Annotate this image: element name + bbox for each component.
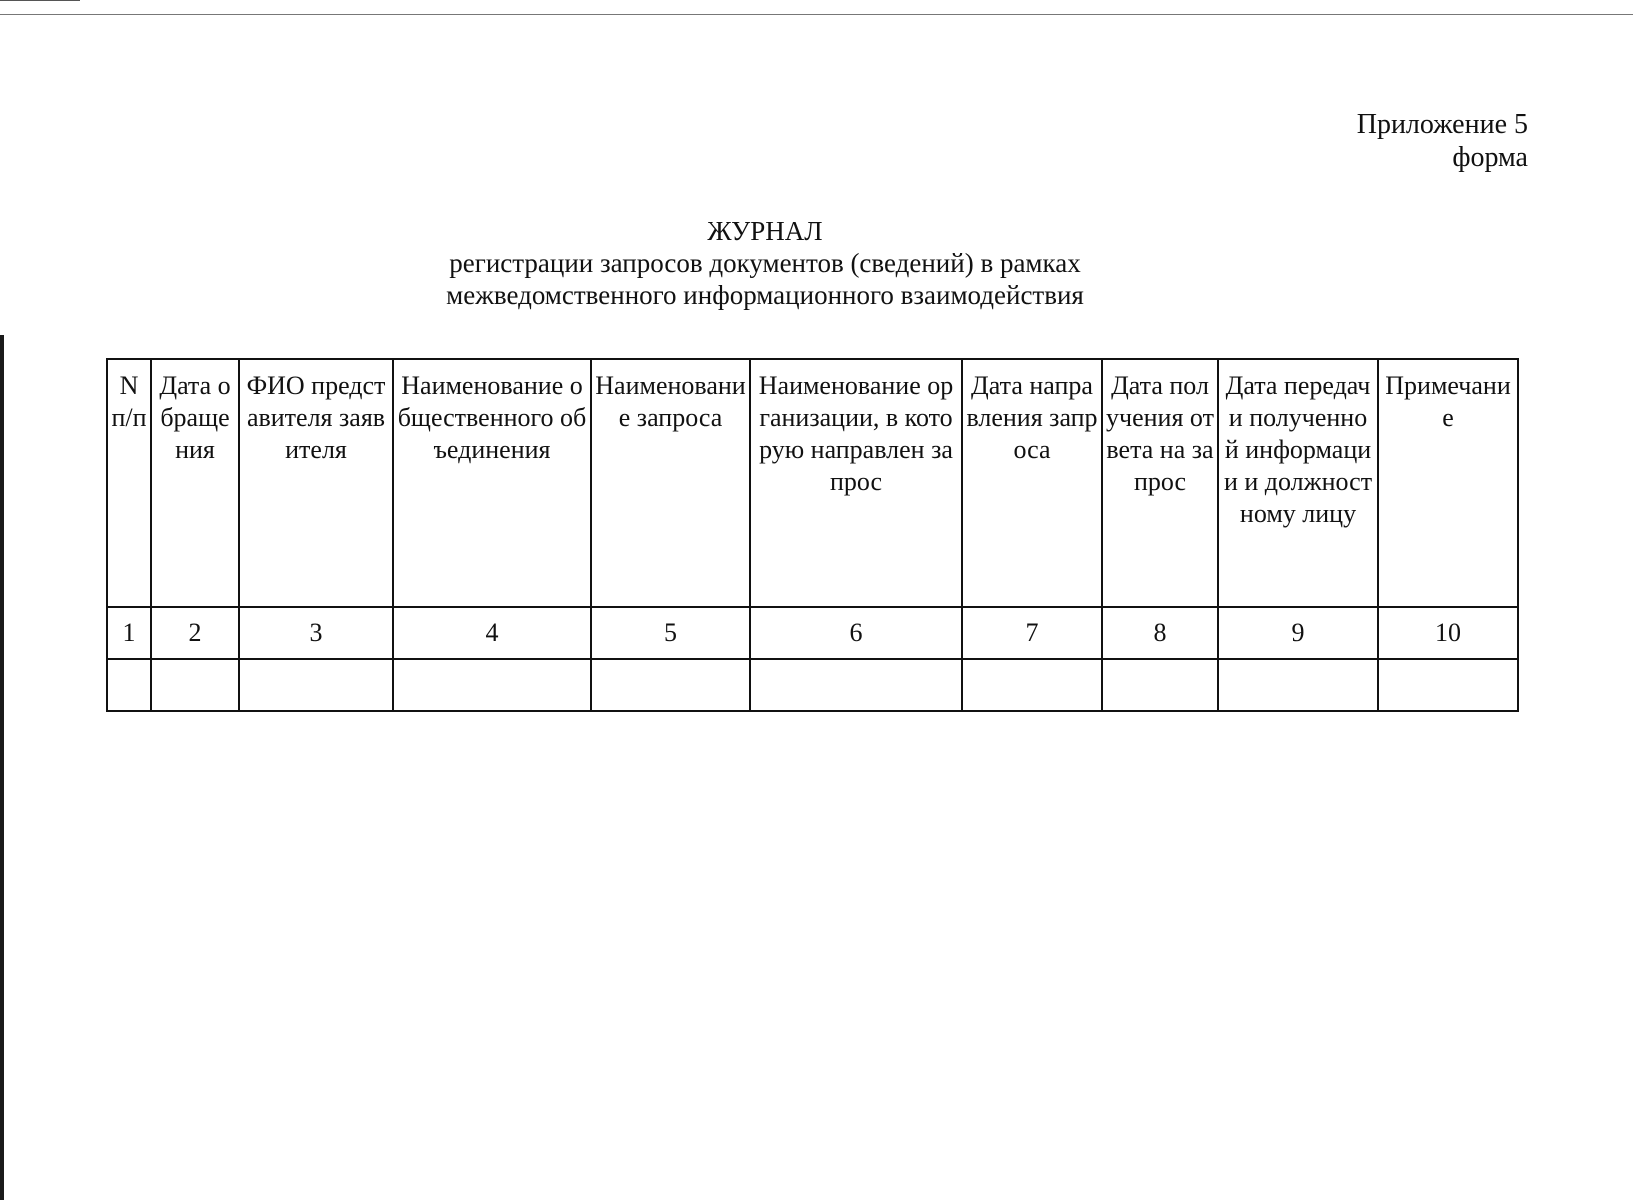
appendix-reference	[1357, 108, 1528, 174]
title-subtitle-line2: межведомственного информационного взаимодействия	[446, 280, 1084, 310]
title-subtitle-line1: регистрации запросов документов (сведений) в рамках	[449, 248, 1081, 278]
header-cell: Дата направления запроса	[962, 359, 1102, 607]
empty-cell	[151, 659, 239, 711]
empty-cell	[750, 659, 962, 711]
column-number-cell: 4	[393, 607, 591, 659]
empty-cell	[239, 659, 393, 711]
title-main: ЖУРНАЛ	[707, 216, 823, 246]
header-cell: Дата обращения	[151, 359, 239, 607]
empty-cell	[107, 659, 151, 711]
header-cell: Наименование организации, в которую направлен запрос	[750, 359, 962, 607]
table-row	[107, 659, 1518, 711]
column-number-cell: 8	[1102, 607, 1218, 659]
column-number-cell: 3	[239, 607, 393, 659]
scan-artifact-edge	[0, 335, 4, 1200]
scan-artifact-line	[0, 0, 80, 1]
header-cell: Примечание	[1378, 359, 1518, 607]
table-header-row	[107, 359, 1518, 607]
scan-artifact-line	[0, 14, 1633, 15]
header-cell: N п/п	[107, 359, 151, 607]
column-number-cell: 9	[1218, 607, 1378, 659]
empty-cell	[1102, 659, 1218, 711]
column-number-cell: 1	[107, 607, 151, 659]
column-number-cell: 6	[750, 607, 962, 659]
appendix-number: Приложение 5	[1356, 109, 1528, 140]
registration-journal-table	[106, 358, 1519, 712]
column-number-cell: 7	[962, 607, 1102, 659]
empty-cell	[393, 659, 591, 711]
column-number-cell: 2	[151, 607, 239, 659]
column-number-cell: 10	[1378, 607, 1518, 659]
empty-cell	[962, 659, 1102, 711]
empty-cell	[1218, 659, 1378, 711]
header-cell: Наименование запроса	[591, 359, 750, 607]
appendix-form-label: форма	[1452, 142, 1528, 173]
column-number-cell: 5	[591, 607, 750, 659]
header-cell: Наименование общественного объединения	[393, 359, 591, 607]
header-cell: ФИО представителя заявителя	[239, 359, 393, 607]
empty-cell	[591, 659, 750, 711]
header-cell: Дата передачи полученной информации и должностному лицу	[1218, 359, 1378, 607]
header-cell: Дата получения ответа на запрос	[1102, 359, 1218, 607]
empty-cell	[1378, 659, 1518, 711]
document-title	[0, 215, 1530, 311]
column-number-row	[107, 607, 1518, 659]
